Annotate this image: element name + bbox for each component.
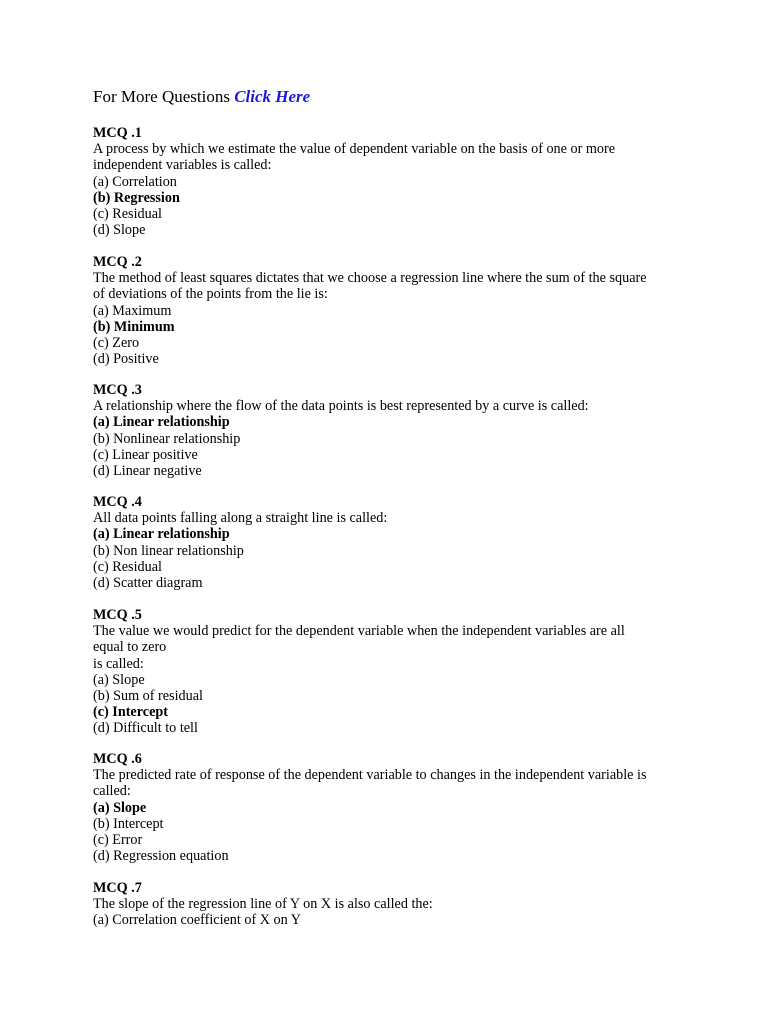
more-questions-header: [93, 87, 310, 107]
question-title: MCQ .6: [93, 751, 142, 767]
correct-answer-option: (b) Minimum: [93, 318, 175, 335]
question-title: MCQ .7: [93, 880, 142, 896]
question-block: [93, 751, 693, 864]
question-block: [93, 607, 693, 737]
question-title: MCQ .2: [93, 254, 142, 270]
correct-answer-option: (b) Regression: [93, 189, 180, 206]
answer-option: (a) Slope: [93, 671, 145, 688]
answer-option: (c) Residual: [93, 558, 162, 575]
answer-option: (a) Maximum: [93, 302, 172, 319]
question-block: [93, 494, 693, 591]
answer-option: (b) Sum of residual: [93, 688, 203, 705]
correct-answer-option: (a) Slope: [93, 799, 147, 816]
question-title: MCQ .4: [93, 494, 142, 510]
answer-option: (a) Correlation: [93, 173, 177, 190]
answer-option: (d) Regression equation: [93, 848, 229, 865]
answer-option: (d) Scatter diagram: [93, 575, 203, 592]
answer-option: (c) Linear positive: [93, 446, 198, 463]
answer-option: (b) Nonlinear relationship: [93, 430, 241, 447]
header-text: For More Questions: [93, 87, 235, 106]
question-block: [93, 880, 693, 929]
answer-option: (d) Linear negative: [93, 463, 202, 480]
answer-option: (b) Non linear relationship: [93, 542, 244, 559]
answer-option: (d) Positive: [93, 351, 159, 368]
question-text-line: The method of least squares dictates that we choose a regression line where the sum of the square: [93, 270, 647, 287]
answer-option: (c) Residual: [93, 206, 162, 223]
question-text-line: A relationship where the flow of the data points is best represented by a curve is called:: [93, 398, 589, 415]
answer-option: (b) Intercept: [93, 815, 164, 832]
question-block: [93, 382, 693, 479]
correct-answer-option: (a) Linear relationship: [93, 526, 230, 543]
question-title: MCQ .1: [93, 125, 142, 141]
question-text-line: independent variables is called:: [93, 157, 272, 174]
answer-option: (c) Zero: [93, 335, 140, 352]
question-text-line: A process by which we estimate the value of dependent variable on the basis of one or more: [93, 141, 616, 158]
click-here-link[interactable]: Click Here: [234, 87, 311, 106]
correct-answer-option: (c) Intercept: [93, 704, 168, 721]
question-text-line: equal to zero: [93, 639, 167, 656]
question-block: [93, 254, 693, 367]
question-text-line: The value we would predict for the dependent variable when the independent variables are all: [93, 623, 625, 640]
answer-option: (d) Difficult to tell: [93, 720, 198, 737]
question-text-line: All data points falling along a straight line is called:: [93, 510, 388, 527]
question-text-line: is called:: [93, 655, 144, 672]
correct-answer-option: (a) Linear relationship: [93, 414, 230, 431]
question-text-line: The predicted rate of response of the dependent variable to changes in the independent variable is: [93, 767, 647, 784]
question-text-line: of deviations of the points from the lie is:: [93, 286, 328, 303]
question-block: [93, 125, 693, 238]
question-text-line: called:: [93, 783, 131, 800]
answer-option: (c) Error: [93, 832, 143, 849]
question-title: MCQ .5: [93, 607, 142, 623]
answer-option: (d) Slope: [93, 222, 146, 239]
question-text-line: The slope of the regression line of Y on X is also called the:: [93, 896, 433, 913]
answer-option: (a) Correlation coefficient of X on Y: [93, 912, 302, 929]
question-title: MCQ .3: [93, 382, 142, 398]
